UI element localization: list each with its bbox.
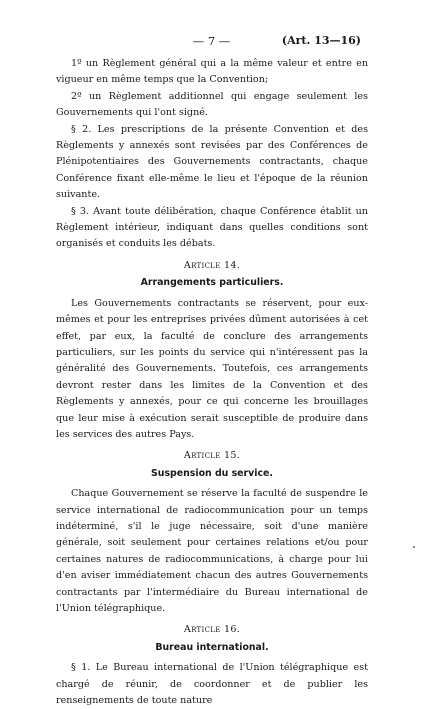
body-text [56, 56, 368, 709]
article-16-title: Bureau international. [155, 641, 269, 653]
article-14-number: Article 14. [183, 259, 241, 271]
paragraph-section-3: § 3. Avant toute délibération, chaque Conférence établit un Règlement intérieur, indiquant dans quelles conditions sont organisés et conduits les débats. [56, 205, 368, 250]
paragraph-item-2: 2º un Règlement additionnel qui engage seulement les Gouvernements qui l'ont signé. [56, 90, 368, 119]
article-15-title: Suspension du service. [151, 467, 273, 479]
article-15-text: Chaque Gouvernement se réserve la faculté de suspendre le service international de radiocommunication pour un temps indéterminé, s'il le juge nécessaire, soit d'une manière générale, soit seulement pour certaines relations et/ou pour certaines natures de radiocommunications, à charge pour lui d'en aviser immédiatement chacun des autres Gouvernements contractants par l'intermédiaire du Bureau international de l'Union télégraphique. [56, 488, 368, 614]
paragraph-item-1: 1º un Règlement général qui a la même valeur et entre en vigueur en même temps que la Convention; [56, 58, 368, 86]
paragraph-section-2: § 2. Les prescriptions de la présente Convention et des Règlements y annexés sont revisées par des Conférences de Plénipotentiaires des Gouvernements contractants, chaque Conférence fixant elle-même le lieu et l'époque de la réunion suivante. [56, 123, 368, 201]
article-16-number: Article 16. [183, 624, 241, 636]
article-range: (Art. 13—16) [281, 34, 361, 47]
page-number: — 7 — [192, 34, 231, 48]
article-15-number: Article 15. [183, 450, 241, 462]
margin-speck [413, 546, 415, 548]
article-14-title: Arrangements particuliers. [140, 277, 284, 289]
article-14-text: Les Gouvernements contractants se réservent, pour eux-mêmes et pour les entreprises privées dûment autorisées à cet effet, par eux, la faculté de conclure des arrangements particuliers, sur les points du service qui n'intéressent pas la généralité des Gouvernements. Toutefois, ces arrangements devront rester dans les limites de la Convention et des Règlements y annexés, pour ce qui concerne les brouillages que leur mise à exécution serait susceptible de produire dans les services des autres Pays. [56, 297, 368, 440]
article-16-text: § 1. Le Bureau international de l'Union télégraphique est chargé de réunir, de coordonner et de publier les renseignements de toute nature [56, 662, 368, 707]
